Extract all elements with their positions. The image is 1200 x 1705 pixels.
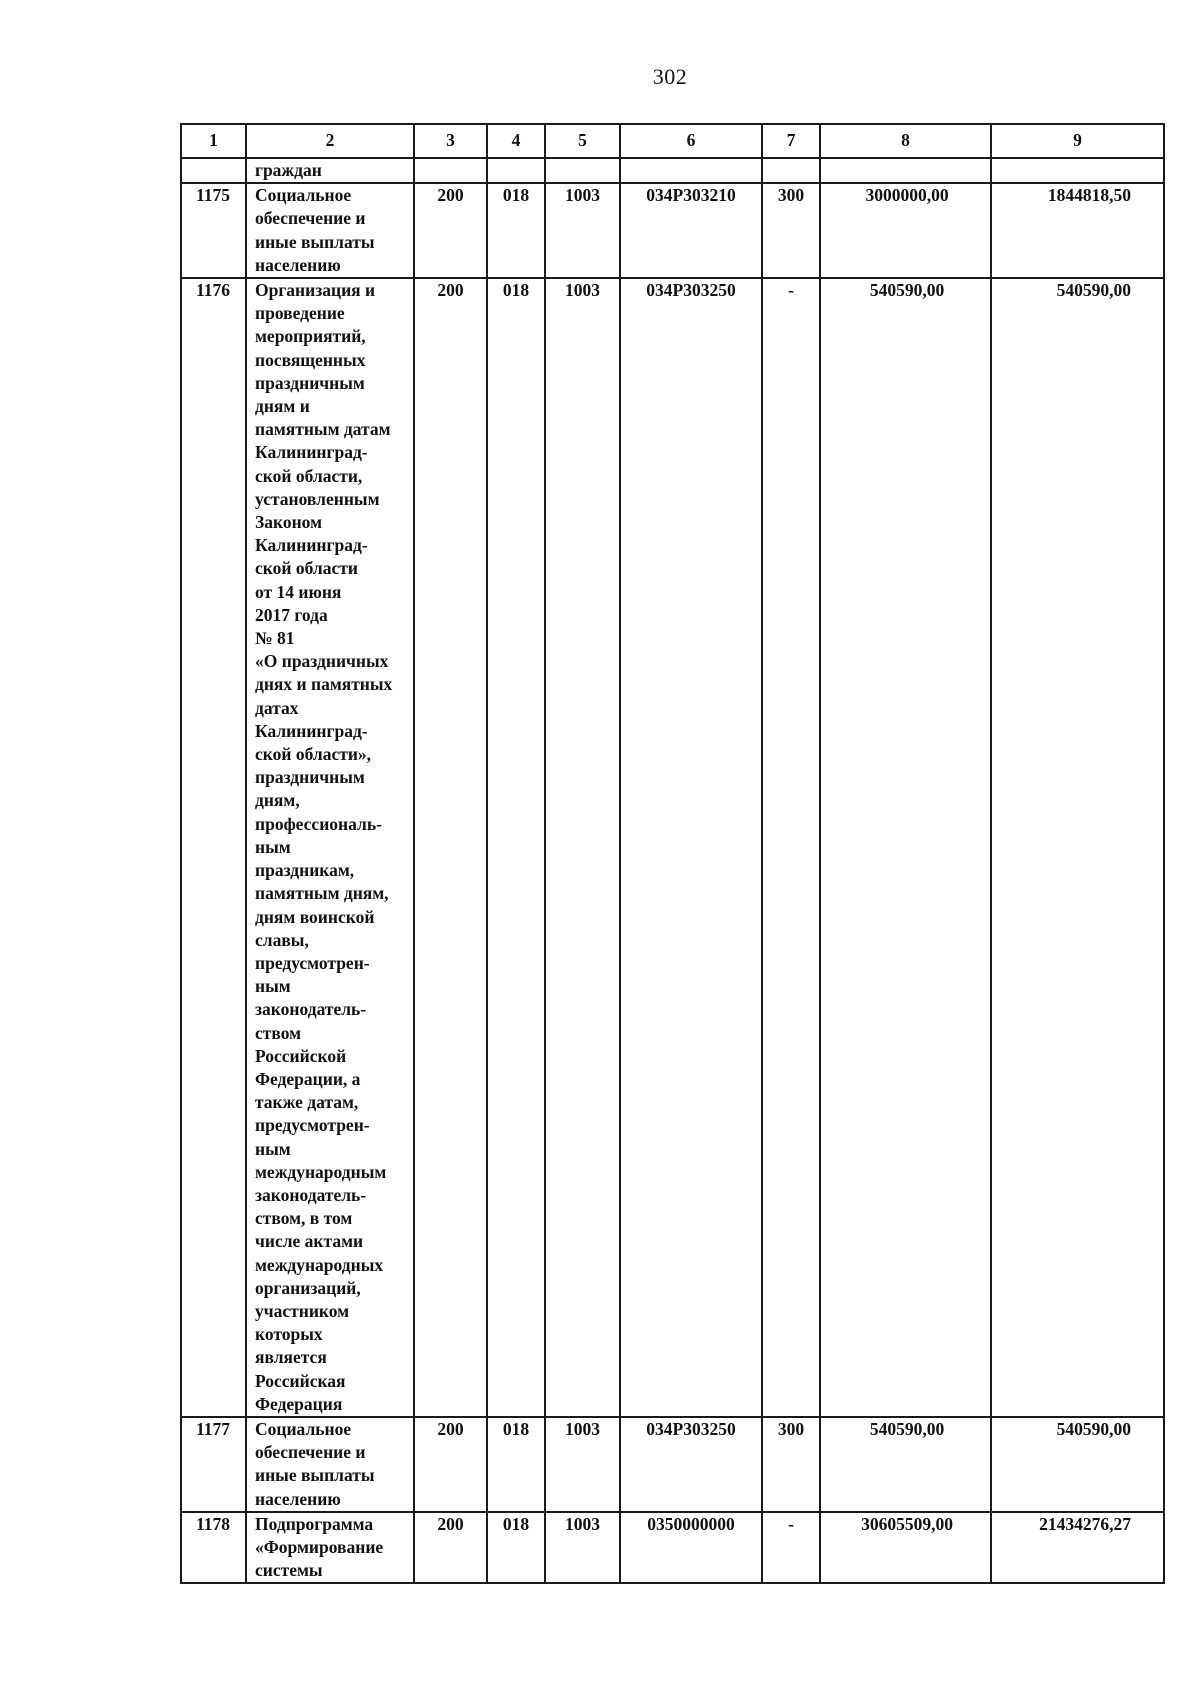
planned-amount: 540590,00: [820, 1417, 991, 1512]
row-number: 1176: [181, 278, 246, 1417]
header-cell-5: 5: [545, 124, 620, 158]
code-col4: 018: [487, 278, 545, 1417]
header-cell-2: 2: [246, 124, 414, 158]
expense-type: -: [762, 1512, 820, 1584]
row-number: 1177: [181, 1417, 246, 1512]
planned-amount: [820, 158, 991, 183]
row-description: Подпрограмма «Формирование системы: [246, 1512, 414, 1584]
table-row: [181, 1417, 1164, 1512]
code-col5: 1003: [545, 183, 620, 278]
header-cell-3: 3: [414, 124, 487, 158]
code-col5: 1003: [545, 278, 620, 1417]
row-description: Социальное обеспечение и иные выплаты населению: [246, 1417, 414, 1512]
row-number: [181, 158, 246, 183]
expense-type: -: [762, 278, 820, 1417]
code-col3: 200: [414, 1417, 487, 1512]
planned-amount: 30605509,00: [820, 1512, 991, 1584]
target-code: 034P303210: [620, 183, 762, 278]
table-row: [181, 278, 1164, 1417]
target-code: [620, 158, 762, 183]
header-cell-4: 4: [487, 124, 545, 158]
header-cell-7: 7: [762, 124, 820, 158]
table-row: [181, 183, 1164, 278]
header-cell-8: 8: [820, 124, 991, 158]
executed-amount: [991, 158, 1164, 183]
code-col3: [414, 158, 487, 183]
code-col4: [487, 158, 545, 183]
header-cell-9: 9: [991, 124, 1164, 158]
header-row: [181, 124, 1164, 158]
code-col5: [545, 158, 620, 183]
header-cell-1: 1: [181, 124, 246, 158]
target-code: 0350000000: [620, 1512, 762, 1584]
expense-type: 300: [762, 183, 820, 278]
budget-table: [180, 123, 1165, 1584]
code-col4: 018: [487, 1512, 545, 1584]
page-number: 302: [652, 64, 688, 89]
expense-type: 300: [762, 1417, 820, 1512]
target-code: 034P303250: [620, 278, 762, 1417]
table-row: [181, 158, 1164, 183]
code-col5: 1003: [545, 1512, 620, 1584]
code-col4: 018: [487, 183, 545, 278]
planned-amount: 3000000,00: [820, 183, 991, 278]
executed-amount: 1844818,50: [991, 183, 1164, 278]
row-number: 1175: [181, 183, 246, 278]
code-col3: 200: [414, 278, 487, 1417]
code-col3: 200: [414, 1512, 487, 1584]
code-col4: 018: [487, 1417, 545, 1512]
code-col5: 1003: [545, 1417, 620, 1512]
target-code: 034P303250: [620, 1417, 762, 1512]
row-description: Организация и проведение мероприятий, посвященных праздничным дням и памятным датам Калининград- ской области, установленным Законом Калининград- ской области от 14 июня 2017 года № 81 «О праздничных днях и памятных датах Калининград- ской области», праздничным дням, профессиональ- ным праздникам, памятным дням, дням воинской славы, предусмотрен- ным законодатель- ством Российской Федерации, а также датам, предусмотрен- ным международным законодатель- ством, в том числе актами международных организаций, участником которых является Российская Федерация: [246, 278, 414, 1417]
table-row: [181, 1512, 1164, 1584]
row-description: Социальное обеспечение и иные выплаты населению: [246, 183, 414, 278]
executed-amount: 540590,00: [991, 278, 1164, 1417]
row-description: граждан: [246, 158, 414, 183]
code-col3: 200: [414, 183, 487, 278]
header-cell-6: 6: [620, 124, 762, 158]
executed-amount: 21434276,27: [991, 1512, 1164, 1584]
executed-amount: 540590,00: [991, 1417, 1164, 1512]
planned-amount: 540590,00: [820, 278, 991, 1417]
row-number: 1178: [181, 1512, 246, 1584]
expense-type: [762, 158, 820, 183]
